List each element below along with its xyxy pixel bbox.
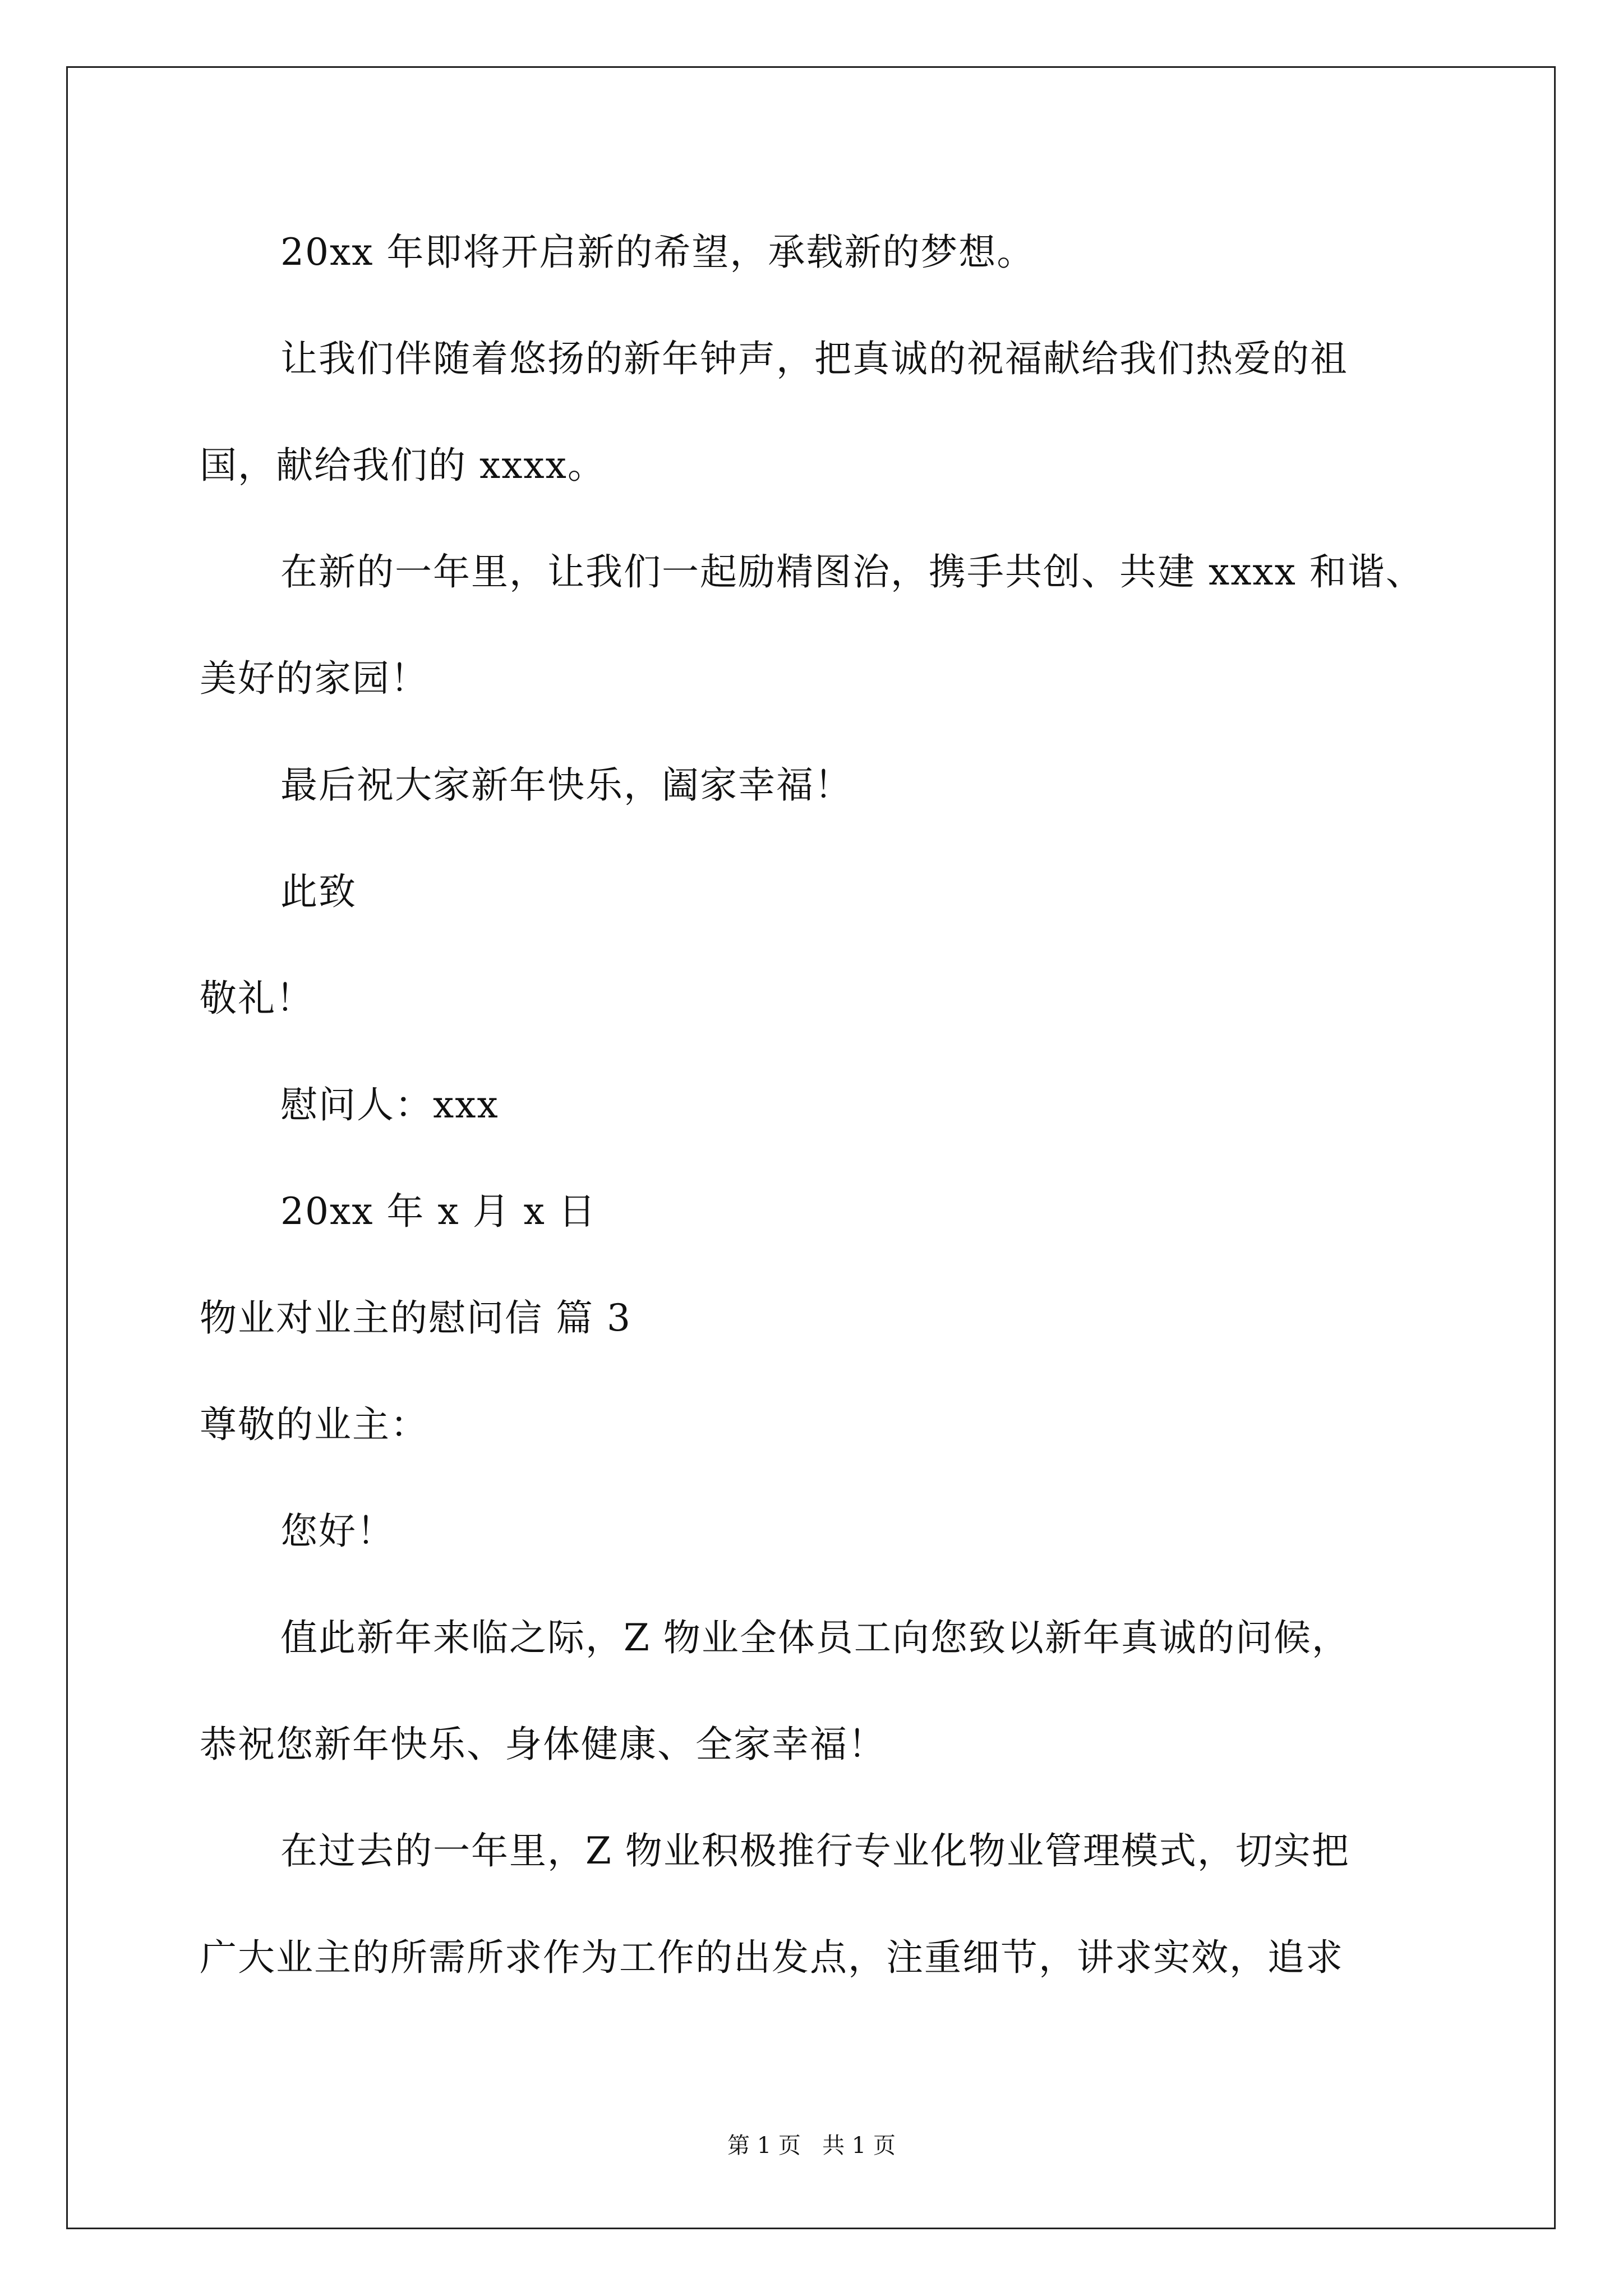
closing-salutation: 敬礼！ <box>200 977 314 1020</box>
paragraph-line: 国，献给我们的 xxxx。 <box>200 444 606 487</box>
date-line: 20xx 年 x 月 x 日 <box>280 1190 597 1233</box>
paragraph-line: 恭祝您新年快乐、身体健康、全家幸福！ <box>200 1723 886 1766</box>
paragraph-line: 让我们伴随着悠扬的新年钟声，把真诚的祝福献给我们热爱的祖 <box>280 337 1348 380</box>
page-border <box>66 66 1556 2229</box>
greeting-line: 尊敬的业主： <box>200 1403 428 1446</box>
paragraph-line: 在新的一年里，让我们一起励精图治，携手共创、共建 xxxx 和谐、 <box>280 550 1424 593</box>
signature-line: 慰问人：xxx <box>280 1083 499 1126</box>
section-heading: 物业对业主的慰问信 篇 3 <box>200 1296 631 1340</box>
paragraph-line: 值此新年来临之际，Z 物业全体员工向您致以新年真诚的问候， <box>280 1616 1350 1659</box>
paragraph-line: 最后祝大家新年快乐，阖家幸福！ <box>280 763 852 807</box>
paragraph-line: 广大业主的所需所求作为工作的出发点，注重细节，讲求实效，追求 <box>200 1936 1344 1979</box>
closing-salutation: 此致 <box>280 870 357 913</box>
paragraph-line: 20xx 年即将开启新的希望，承载新的梦想。 <box>280 231 1035 274</box>
page-footer: 第 1 页 共 1 页 <box>727 2133 896 2159</box>
paragraph-line: 在过去的一年里，Z 物业积极推行专业化物业管理模式，切实把 <box>280 1829 1350 1872</box>
greeting-line: 您好！ <box>280 1510 395 1553</box>
paragraph-line: 美好的家园！ <box>200 657 428 700</box>
